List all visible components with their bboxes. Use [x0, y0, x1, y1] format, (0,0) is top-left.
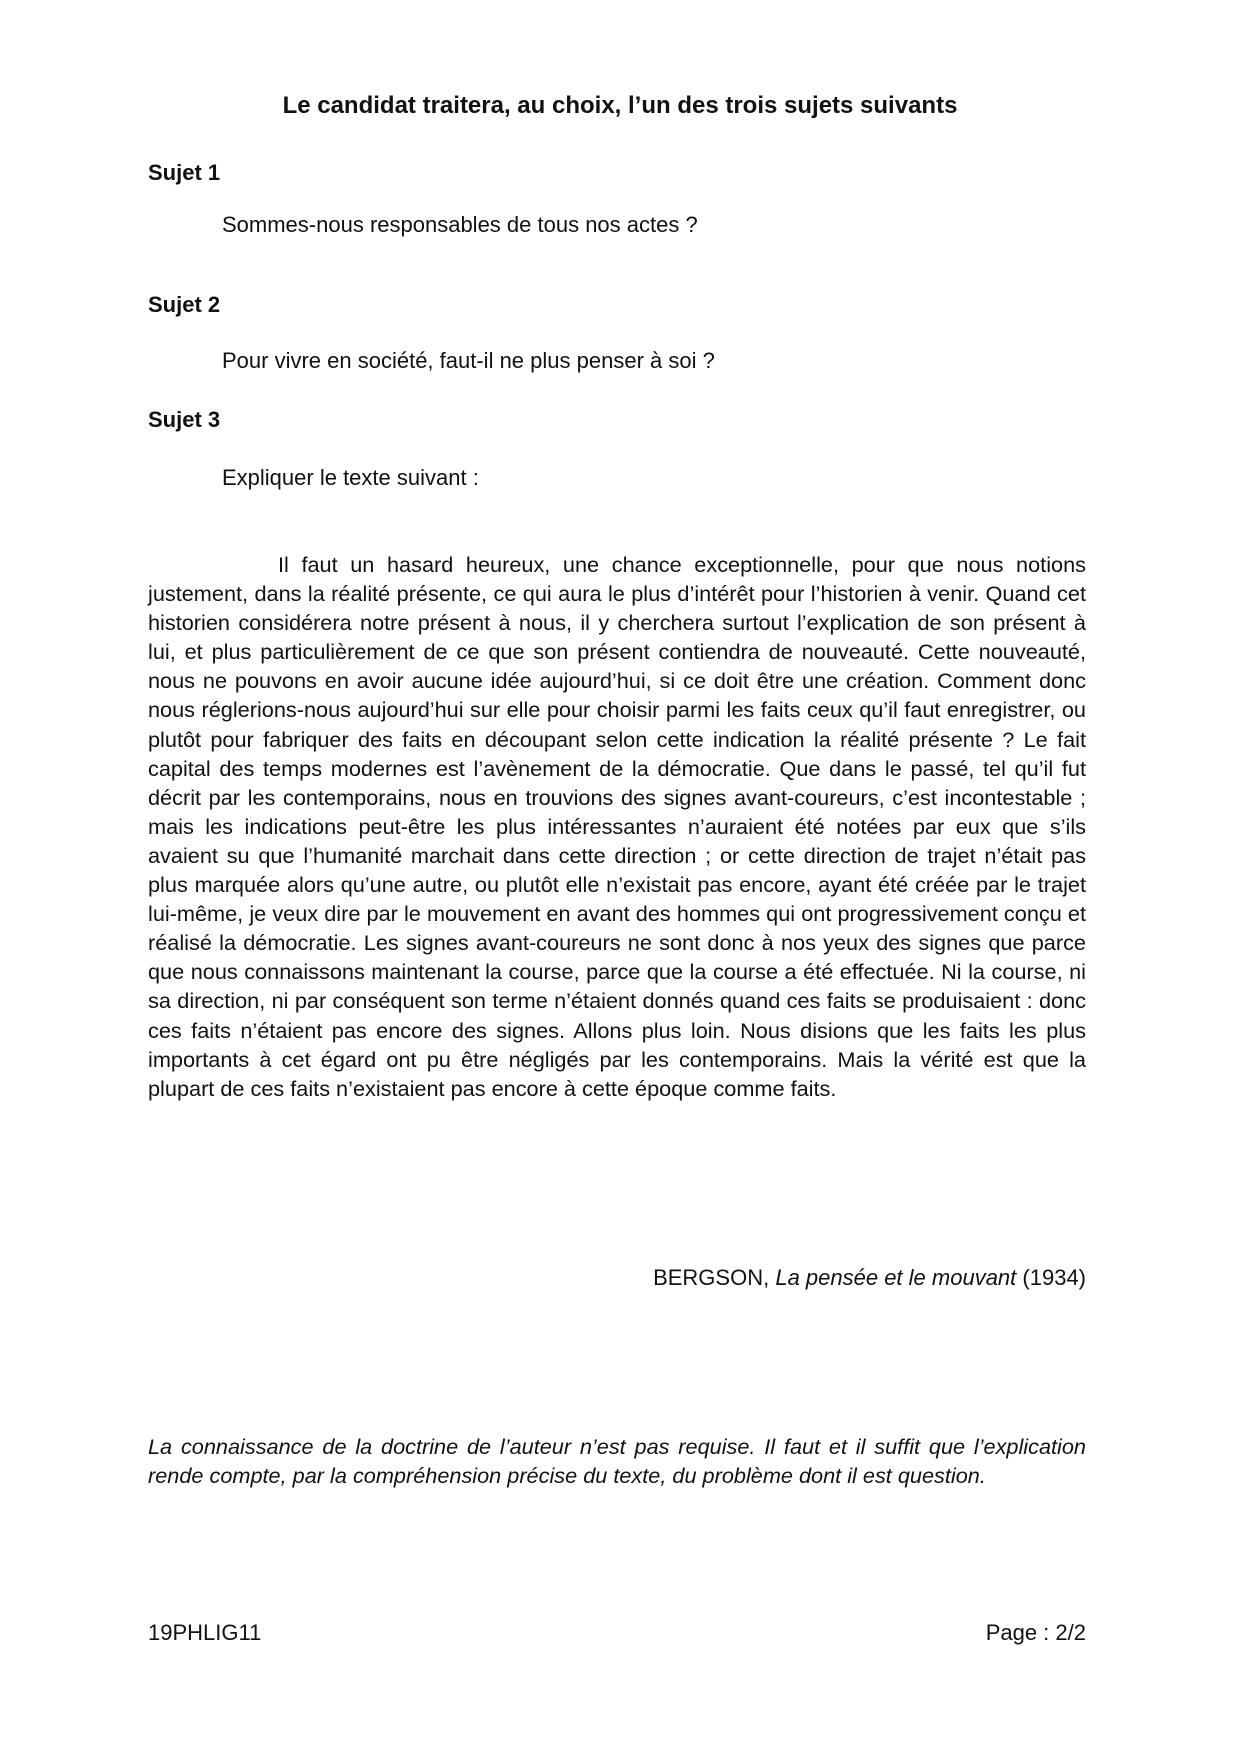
subject-3-label: Sujet 3: [148, 407, 221, 432]
subject-2-label: Sujet 2: [148, 292, 221, 317]
page-number: Page : 2/2: [985, 1620, 1086, 1645]
citation-year: (1934): [1022, 1265, 1086, 1290]
subject-1-label: Sujet 1: [148, 160, 221, 185]
citation: [653, 1263, 1086, 1293]
instruction-note: La connaissance de la doctrine de l’auteur n’est pas requise. Il faut et il suffit que l’explication rende compte, par la compréhension précise du texte, du problème dont il est question.: [148, 1434, 1086, 1488]
exam-code: 19PHLIG11: [148, 1620, 262, 1645]
citation-work: La pensée et le mouvant: [775, 1265, 1017, 1290]
subject-2-question: Pour vivre en société, faut-il ne plus penser à soi ?: [222, 348, 715, 373]
subject-3-question: Expliquer le texte suivant :: [222, 465, 479, 490]
citation-author: BERGSON,: [653, 1265, 770, 1290]
page-title: Le candidat traitera, au choix, l’un des trois sujets suivants: [282, 92, 958, 119]
text-passage: Il faut un hasard heureux, une chance exceptionnelle, pour que nous notions justement, dans la réalité présente, ce qui aura le plus d’intérêt pour l’historien à venir. Quand cet historien considérera notre présent à nous, il y cherchera surtout l’explication de son présent à lui, et plus particulièrement de ce que son présent contiendra de nouveauté. Cette nouveauté, nous ne pouvons en avoir aucune idée aujourd’hui, si ce doit être une création. Comment donc nous réglerions-nous aujourd’hui sur elle pour choisir parmi les faits ceux qu’il faut enregistrer, ou plutôt pour fabriquer des faits en découpant selon cette indication la réalité présente ? Le fait capital des temps modernes est l’avènement de la démocratie. Que dans le passé, tel qu’il fut décrit par les contemporains, nous en trouvions des signes avant-coureurs, c’est incontestable ; mais les indications peut-être les plus intéressantes n’auraient été notées par eux que s’ils avaient su que l’humanité marchait dans cette direction ; or cette direction de trajet n’était pas plus marquée alors qu’une autre, ou plutôt elle n’existait pas encore, ayant été créée par le trajet lui-même, je veux dire par le mouvement en avant des hommes qui ont progressivement conçu et réalisé la démocratie. Les signes avant-coureurs ne sont donc à nos yeux des signes que parce que nous connaissons maintenant la course, parce que la course a été effectuée. Ni la course, ni sa direction, ni par conséquent son terme n’étaient donnés quand ces faits se produisaient : donc ces faits n’étaient pas encore des signes. Allons plus loin. Nous disions que les faits les plus importants à cet égard ont pu être négligés par les contemporains. Mais la vérité est que la plupart de ces faits n’existaient pas encore à cette époque comme faits.: [148, 552, 1086, 1101]
subject-1-question: Sommes-nous responsables de tous nos actes ?: [222, 212, 698, 237]
